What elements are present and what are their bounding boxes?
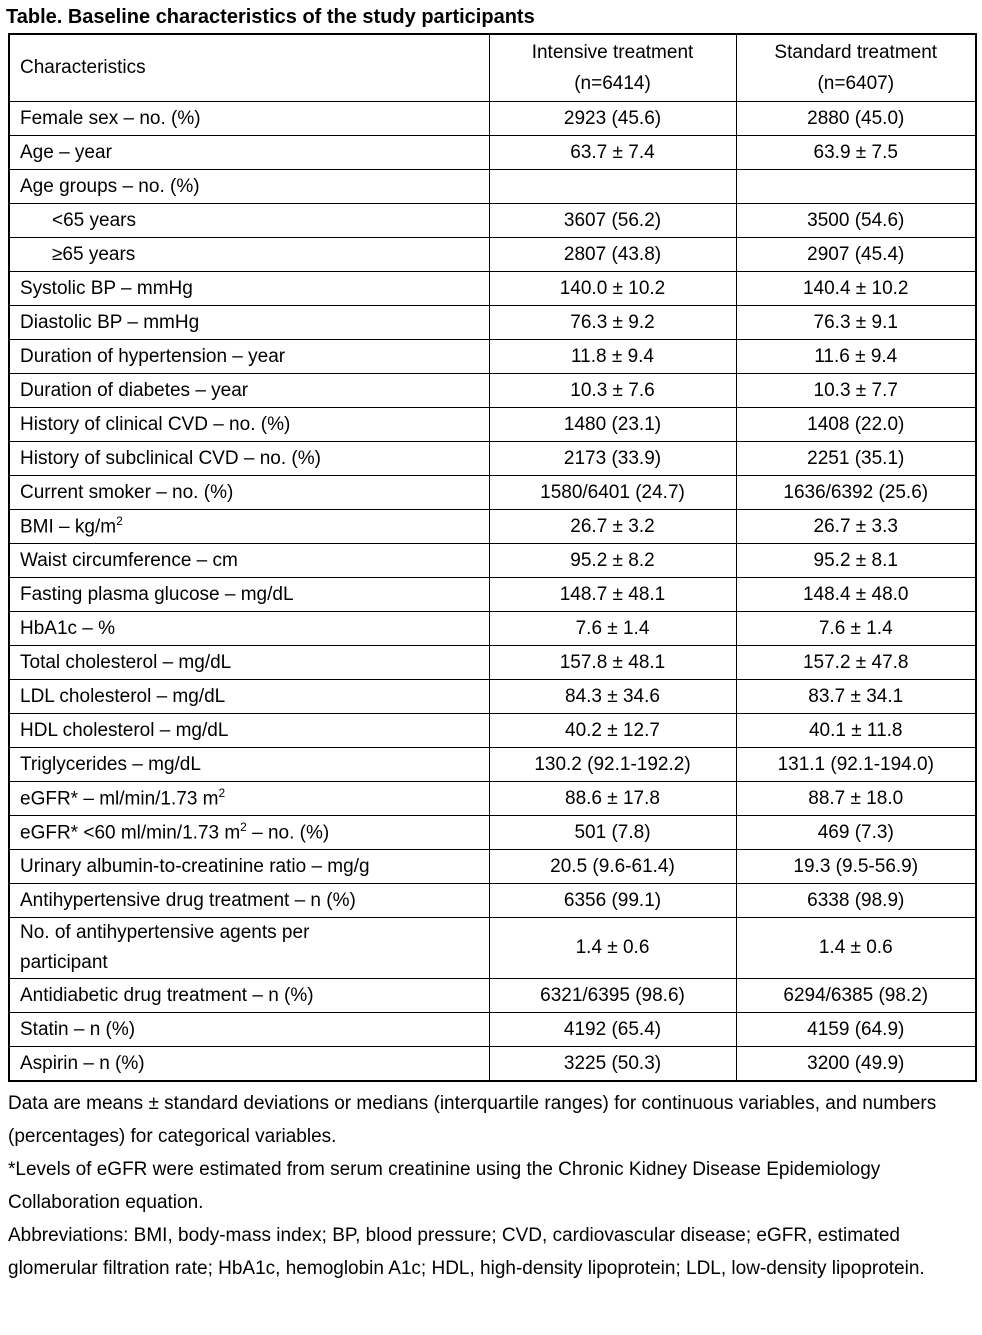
table-row xyxy=(9,408,976,442)
table-row xyxy=(9,204,976,238)
intensive-value: 10.3 ± 7.6 xyxy=(489,374,736,408)
standard-value: 1.4 ± 0.6 xyxy=(736,918,976,979)
intensive-value: 157.8 ± 48.1 xyxy=(489,646,736,680)
standard-value: 2880 (45.0) xyxy=(736,102,976,136)
row-label: eGFR* – ml/min/1.73 $m^2$ xyxy=(9,782,489,816)
table-row xyxy=(9,816,976,850)
row-label: Waist circumference – cm xyxy=(9,544,489,578)
row-label: Triglycerides – mg/dL xyxy=(9,748,489,782)
row-label: Female sex – no. (%) xyxy=(9,102,489,136)
table-row xyxy=(9,340,976,374)
standard-value: 469 (7.3) xyxy=(736,816,976,850)
row-label: LDL cholesterol – mg/dL xyxy=(9,680,489,714)
intensive-value: 76.3 ± 9.2 xyxy=(489,306,736,340)
standard-value: 40.1 ± 11.8 xyxy=(736,714,976,748)
intensive-value: 3607 (56.2) xyxy=(489,204,736,238)
row-label: Age groups – no. (%) xyxy=(9,170,489,204)
header-standard-treatment xyxy=(736,34,976,102)
table-row xyxy=(9,578,976,612)
standard-value: 63.9 ± 7.5 xyxy=(736,136,976,170)
table-row xyxy=(9,918,976,979)
standard-value xyxy=(736,170,976,204)
standard-value: 2251 (35.1) xyxy=(736,442,976,476)
standard-value: 7.6 ± 1.4 xyxy=(736,612,976,646)
table-row xyxy=(9,544,976,578)
table-row xyxy=(9,1013,976,1047)
table-header-row xyxy=(9,34,976,102)
table-row xyxy=(9,850,976,884)
table-row xyxy=(9,102,976,136)
table-row xyxy=(9,238,976,272)
intensive-value: 88.6 ± 17.8 xyxy=(489,782,736,816)
table-row xyxy=(9,374,976,408)
row-label: Urinary albumin-to-creatinine ratio – mg/g xyxy=(9,850,489,884)
intensive-value: 6321/6395 (98.6) xyxy=(489,979,736,1013)
table-row xyxy=(9,748,976,782)
standard-value: 1408 (22.0) xyxy=(736,408,976,442)
header-intensive-treatment xyxy=(489,34,736,102)
table-body xyxy=(9,102,976,1082)
standard-value: 2907 (45.4) xyxy=(736,238,976,272)
row-label: Antidiabetic drug treatment – n (%) xyxy=(9,979,489,1013)
row-label: Antihypertensive drug treatment – n (%) xyxy=(9,884,489,918)
footnote-egfr-note: *Levels of eGFR were estimated from serum creatinine using the Chronic Kidney Disease Epidemiology Collaboration equation. xyxy=(8,1159,881,1213)
header-standard-line2: (n=6407) xyxy=(817,73,895,94)
standard-value: 3200 (49.9) xyxy=(736,1047,976,1082)
row-label: HbA1c – % xyxy=(9,612,489,646)
row-label: ≥65 years xyxy=(9,238,489,272)
standard-value: 140.4 ± 10.2 xyxy=(736,272,976,306)
standard-value: 4159 (64.9) xyxy=(736,1013,976,1047)
page-title: Table. Baseline characteristics of the study participants xyxy=(6,6,535,28)
intensive-value: 3225 (50.3) xyxy=(489,1047,736,1082)
intensive-value: 40.2 ± 12.7 xyxy=(489,714,736,748)
intensive-value: 20.5 (9.6-61.4) xyxy=(489,850,736,884)
row-label: BMI – $kg/m^2$ xyxy=(9,510,489,544)
intensive-value: 2807 (43.8) xyxy=(489,238,736,272)
row-label: Duration of diabetes – year xyxy=(9,374,489,408)
intensive-value: 4192 (65.4) xyxy=(489,1013,736,1047)
intensive-value: 63.7 ± 7.4 xyxy=(489,136,736,170)
header-intensive-line1: Intensive treatment xyxy=(531,42,694,63)
standard-value: 157.2 ± 47.8 xyxy=(736,646,976,680)
intensive-value: 7.6 ± 1.4 xyxy=(489,612,736,646)
table-row xyxy=(9,510,976,544)
row-label: Aspirin – n (%) xyxy=(9,1047,489,1082)
standard-value: 83.7 ± 34.1 xyxy=(736,680,976,714)
row-label: Diastolic BP – mmHg xyxy=(9,306,489,340)
table-row xyxy=(9,442,976,476)
intensive-value: 2923 (45.6) xyxy=(489,102,736,136)
intensive-value: 501 (7.8) xyxy=(489,816,736,850)
intensive-value: 84.3 ± 34.6 xyxy=(489,680,736,714)
standard-value: 76.3 ± 9.1 xyxy=(736,306,976,340)
intensive-value: 26.7 ± 3.2 xyxy=(489,510,736,544)
row-label: HDL cholesterol – mg/dL xyxy=(9,714,489,748)
table-row xyxy=(9,782,976,816)
intensive-value: 2173 (33.9) xyxy=(489,442,736,476)
intensive-value: 148.7 ± 48.1 xyxy=(489,578,736,612)
row-label: <65 years xyxy=(9,204,489,238)
intensive-value: 1.4 ± 0.6 xyxy=(489,918,736,979)
intensive-value xyxy=(489,170,736,204)
row-label: Current smoker – no. (%) xyxy=(9,476,489,510)
intensive-value: 130.2 (92.1-192.2) xyxy=(489,748,736,782)
header-characteristics: Characteristics xyxy=(9,34,489,102)
superscript: 2 xyxy=(240,820,247,835)
table-row xyxy=(9,714,976,748)
row-label: Statin – n (%) xyxy=(9,1013,489,1047)
header-intensive-line2: (n=6414) xyxy=(574,73,651,94)
table-row xyxy=(9,884,976,918)
row-label: No. of antihypertensive agents per participant xyxy=(9,918,489,979)
table-row xyxy=(9,612,976,646)
intensive-value: 140.0 ± 10.2 xyxy=(489,272,736,306)
row-label: History of subclinical CVD – no. (%) xyxy=(9,442,489,476)
standard-value: 88.7 ± 18.0 xyxy=(736,782,976,816)
standard-value: 11.6 ± 9.4 xyxy=(736,340,976,374)
table-row xyxy=(9,272,976,306)
superscript: 2 xyxy=(116,514,123,529)
header-standard-line1: Standard treatment xyxy=(774,42,938,63)
superscript: 2 xyxy=(218,786,226,801)
intensive-value: 1580/6401 (24.7) xyxy=(489,476,736,510)
standard-value: 1636/6392 (25.6) xyxy=(736,476,976,510)
row-label: eGFR* <60 ml/min/1.73 $m^2$ – no. (%) xyxy=(9,816,489,850)
table-row xyxy=(9,306,976,340)
row-label: Duration of hypertension – year xyxy=(9,340,489,374)
row-label: History of clinical CVD – no. (%) xyxy=(9,408,489,442)
footnote-abbreviations: Abbreviations: BMI, body-mass index; BP, blood pressure; CVD, cardiovascular disease; eGFR, estimated glomerular filtration rate; HbA1c, hemoglobin A1c; HDL, high-density lipoprotein; LDL, low-density lipoprotein. xyxy=(8,1225,925,1279)
table-row xyxy=(9,170,976,204)
standard-value: 26.7 ± 3.3 xyxy=(736,510,976,544)
standard-value: 95.2 ± 8.1 xyxy=(736,544,976,578)
row-label: Fasting plasma glucose – mg/dL xyxy=(9,578,489,612)
standard-value: 6294/6385 (98.2) xyxy=(736,979,976,1013)
standard-value: 10.3 ± 7.7 xyxy=(736,374,976,408)
row-label: Total cholesterol – mg/dL xyxy=(9,646,489,680)
row-label: Age – year xyxy=(9,136,489,170)
row-label: Systolic BP – mmHg xyxy=(9,272,489,306)
standard-value: 3500 (54.6) xyxy=(736,204,976,238)
table-row xyxy=(9,680,976,714)
standard-value: 131.1 (92.1-194.0) xyxy=(736,748,976,782)
table-row xyxy=(9,1047,976,1082)
table-row xyxy=(9,979,976,1013)
standard-value: 148.4 ± 48.0 xyxy=(736,578,976,612)
intensive-value: 1480 (23.1) xyxy=(489,408,736,442)
standard-value: 6338 (98.9) xyxy=(736,884,976,918)
table-row xyxy=(9,476,976,510)
footnotes xyxy=(8,1087,970,1285)
baseline-characteristics-table xyxy=(8,33,977,1082)
table-row xyxy=(9,646,976,680)
standard-value: 19.3 (9.5-56.9) xyxy=(736,850,976,884)
intensive-value: 6356 (99.1) xyxy=(489,884,736,918)
footnote-data-description: Data are means ± standard deviations or medians (interquartile ranges) for continuous variables, and numbers (percentages) for categorical variables. xyxy=(8,1093,937,1147)
intensive-value: 11.8 ± 9.4 xyxy=(489,340,736,374)
intensive-value: 95.2 ± 8.2 xyxy=(489,544,736,578)
table-row xyxy=(9,136,976,170)
